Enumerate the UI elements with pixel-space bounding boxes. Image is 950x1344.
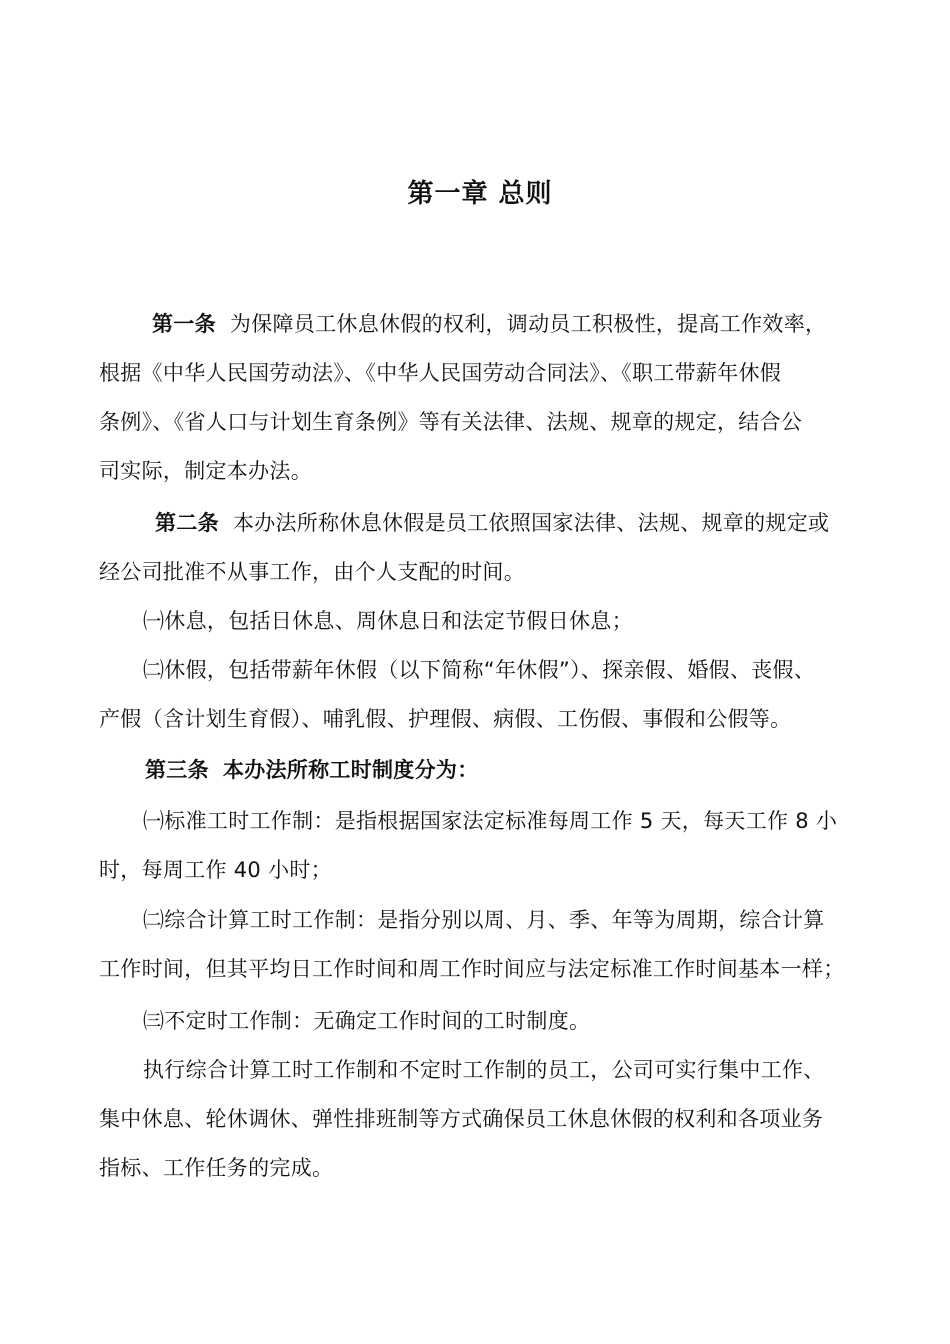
- article1-line-4: 司实际，制定本办法。: [99, 459, 312, 483]
- chapter-title: 第一章 总则: [407, 179, 553, 209]
- article1-line-1: [152, 309, 826, 339]
- article2-item-1: ㈠休息，包括日休息、周休息日和法定节假日休息；: [143, 609, 633, 633]
- article3-note-line-2: 集中休息、轮休调休、弹性排班制等方式确保员工休息休假的权利和各项业务: [99, 1107, 824, 1131]
- article3-item-1: ㈠标准工时工作制：是指根据国家法定标准每周工作 5 天，每天工作 8 小: [143, 809, 838, 833]
- article3-item-2: ㈡综合计算工时工作制：是指分别以周、月、季、年等为周期，综合计算: [143, 908, 825, 932]
- article1-line-3: 条例》、《省人口与计划生育条例》等有关法律、法规、规章的规定，结合公: [99, 410, 803, 434]
- article3-label: 第三条: [145, 758, 209, 782]
- article2-line-2: 经公司批准不从事工作，由个人支配的时间。: [99, 560, 525, 584]
- article2-item-2-cont: 产假（含计划生育假）、哺乳假、护理假、病假、工伤假、事假和公假等。: [99, 707, 792, 731]
- article3-item-3: ㈢不定时工作制：无确定工作时间的工时制度。: [143, 1009, 591, 1033]
- article3-heading: [145, 755, 479, 785]
- article3-note-line-1: 执行综合计算工时工作制和不定时工作制的员工，公司可实行集中工作、: [143, 1058, 825, 1082]
- article2-item-2: ㈡休假，包括带薪年休假（以下简称“年休假”）、探亲假、婚假、丧假、: [143, 658, 816, 682]
- article2-line-1: [155, 508, 829, 538]
- article1-label: 第一条: [152, 312, 216, 336]
- article2-label: 第二条: [155, 511, 219, 535]
- article3-item-1-cont: 时，每周工作 40 小时；: [99, 858, 332, 882]
- article1-line-2: 根据《中华人民国劳动法》、《中华人民国劳动合同法》、《职工带薪年休假: [99, 361, 782, 385]
- article3-note-line-3: 指标、工作任务的完成。: [99, 1156, 334, 1180]
- article1-text-1: 为保障员工休息休假的权利，调动员工积极性，提高工作效率，: [229, 312, 827, 336]
- article3-heading-text: 本办法所称工时制度分为：: [222, 758, 479, 782]
- article3-item-2-cont: 工作时间，但其平均日工作时间和周工作时间应与法定标准工作时间基本一样；: [99, 957, 845, 981]
- article2-text-1: 本办法所称休息休假是员工依照国家法律、法规、规章的规定或: [232, 511, 830, 535]
